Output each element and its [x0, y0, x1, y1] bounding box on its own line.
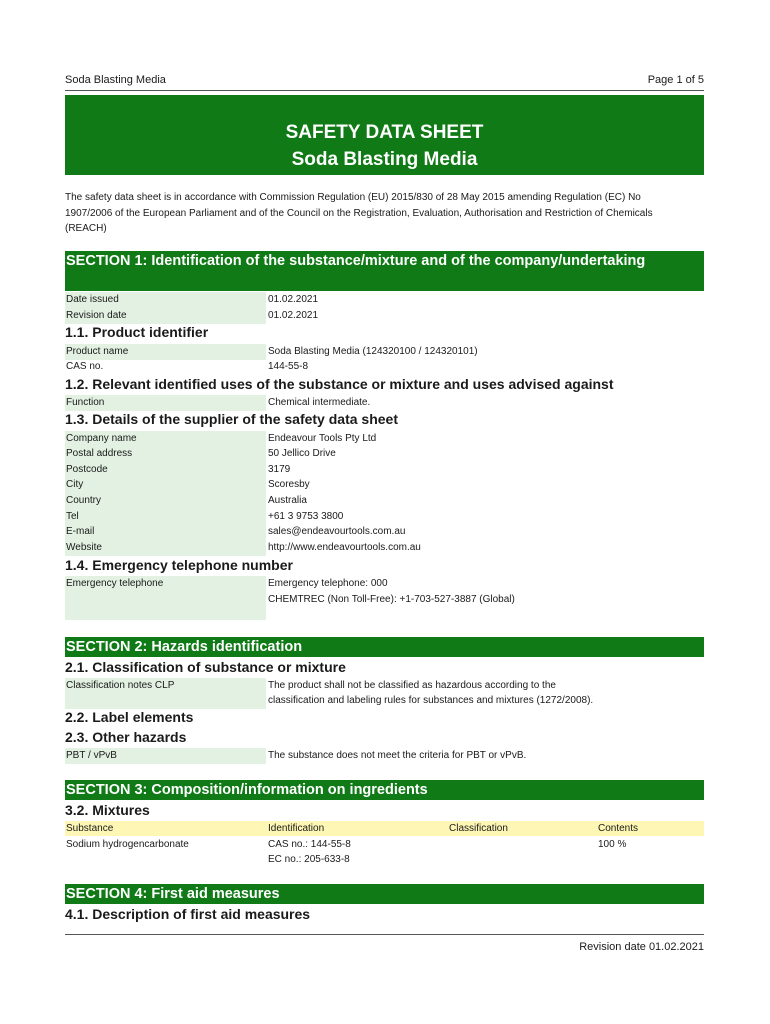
- postcode-value: 3179: [268, 464, 291, 475]
- tel-label: Tel: [65, 509, 266, 525]
- footer-divider: [65, 934, 704, 935]
- product-title: Soda Blasting Media: [291, 149, 478, 170]
- subsection-3-2-title: 3.2. Mixtures: [65, 802, 150, 818]
- cell-cas: CAS no.: 144-55-8: [268, 839, 351, 850]
- col-substance: Substance: [66, 823, 114, 834]
- section-1-header: SECTION 1: Identification of the substance/mixture and of the company/undertaking: [65, 251, 704, 291]
- cas-label: CAS no.: [66, 361, 104, 372]
- company-value: Endeavour Tools Pty Ltd: [268, 433, 377, 444]
- revision-date-value: 01.02.2021: [268, 310, 319, 321]
- subsection-1-3-title: 1.3. Details of the supplier of the safety data sheet: [65, 411, 398, 427]
- cell-ec: EC no.: 205-633-8: [268, 854, 350, 865]
- section-4-header: SECTION 4: First aid measures: [65, 884, 704, 904]
- tel-value: +61 3 9753 3800: [268, 511, 344, 522]
- section-3-header: SECTION 3: Composition/information on ingredients: [65, 780, 704, 800]
- subsection-1-4-title: 1.4. Emergency telephone number: [65, 557, 293, 573]
- date-issued-value: 01.02.2021: [268, 294, 319, 305]
- subsection-2-1-title: 2.1. Classification of substance or mixture: [65, 659, 346, 675]
- cell-contents: 100 %: [598, 839, 627, 850]
- subsection-2-3-title: 2.3. Other hazards: [65, 729, 187, 745]
- date-issued-label: Date issued: [65, 292, 266, 308]
- mixtures-table-header: [65, 821, 704, 836]
- footer-revision-date: Revision date 01.02.2021: [579, 941, 704, 953]
- col-classification: Classification: [449, 823, 508, 834]
- function-value: Chemical intermediate.: [268, 397, 371, 408]
- subsection-1-1-title: 1.1. Product identifier: [65, 324, 209, 340]
- email-value[interactable]: sales@endeavourtools.com.au: [268, 526, 406, 537]
- document-title: SAFETY DATA SHEET: [285, 122, 484, 143]
- emergency-label: Emergency telephone: [65, 576, 266, 620]
- section-2-header: SECTION 2: Hazards identification: [65, 637, 704, 657]
- revision-date-label: Revision date: [65, 308, 266, 324]
- subsection-1-2-title: 1.2. Relevant identified uses of the substance or mixture and uses advised against: [65, 376, 614, 392]
- col-contents: Contents: [598, 823, 639, 834]
- subsection-4-1-title: 4.1. Description of first aid measures: [65, 906, 311, 922]
- pbt-label: PBT / vPvB: [65, 748, 266, 764]
- emergency-line-2: CHEMTREC (Non Toll-Free): +1-703-527-3887 (Global): [268, 594, 515, 605]
- emergency-row: [65, 576, 704, 620]
- col-identification: Identification: [268, 823, 325, 834]
- pbt-value: The substance does not meet the criteria for PBT or vPvB.: [268, 750, 527, 761]
- title-banner: [65, 95, 704, 175]
- country-value: Australia: [268, 495, 307, 506]
- clp-line-2: classification and labeling rules for substances and mixtures (1272/2008).: [268, 695, 594, 706]
- function-label: Function: [65, 395, 266, 411]
- product-name-label: Product name: [65, 344, 266, 360]
- cas-value: 144-55-8: [268, 361, 309, 372]
- table-row: [65, 837, 704, 868]
- regulation-intro: The safety data sheet is in accordance with Commission Regulation (EU) 2015/830 of 28 May 2015 amending Regulation (EC) No 1907/2006 of the European Parliament and of the Council on the Registration, Evaluation, Authorisation and Restriction of Chemicals (REACH): [65, 192, 653, 234]
- subsection-2-2-title: 2.2. Label elements: [65, 709, 194, 725]
- website-value[interactable]: http://www.endeavourtools.com.au: [268, 542, 421, 553]
- city-value: Scoresby: [268, 479, 310, 490]
- postcode-label: Postcode: [65, 462, 266, 478]
- clp-line-1: The product shall not be classified as hazardous according to the: [268, 680, 556, 691]
- product-name-value: Soda Blasting Media (124320100 / 124320101): [268, 346, 478, 357]
- cell-substance: Sodium hydrogencarbonate: [66, 839, 189, 850]
- email-label: E-mail: [65, 524, 266, 540]
- country-label: Country: [65, 493, 266, 509]
- company-label: Company name: [65, 431, 266, 447]
- postal-value: 50 Jellico Drive: [268, 448, 336, 459]
- header-page-number: Page 1 of 5: [647, 74, 704, 86]
- clp-row: [65, 678, 704, 709]
- postal-label: Postal address: [65, 446, 266, 462]
- website-label: Website: [65, 540, 266, 556]
- emergency-line-1: Emergency telephone: 000: [268, 578, 388, 589]
- page-header: [65, 74, 704, 91]
- header-doc-name: Soda Blasting Media: [65, 74, 166, 86]
- clp-label: Classification notes CLP: [65, 678, 266, 709]
- city-label: City: [65, 477, 266, 493]
